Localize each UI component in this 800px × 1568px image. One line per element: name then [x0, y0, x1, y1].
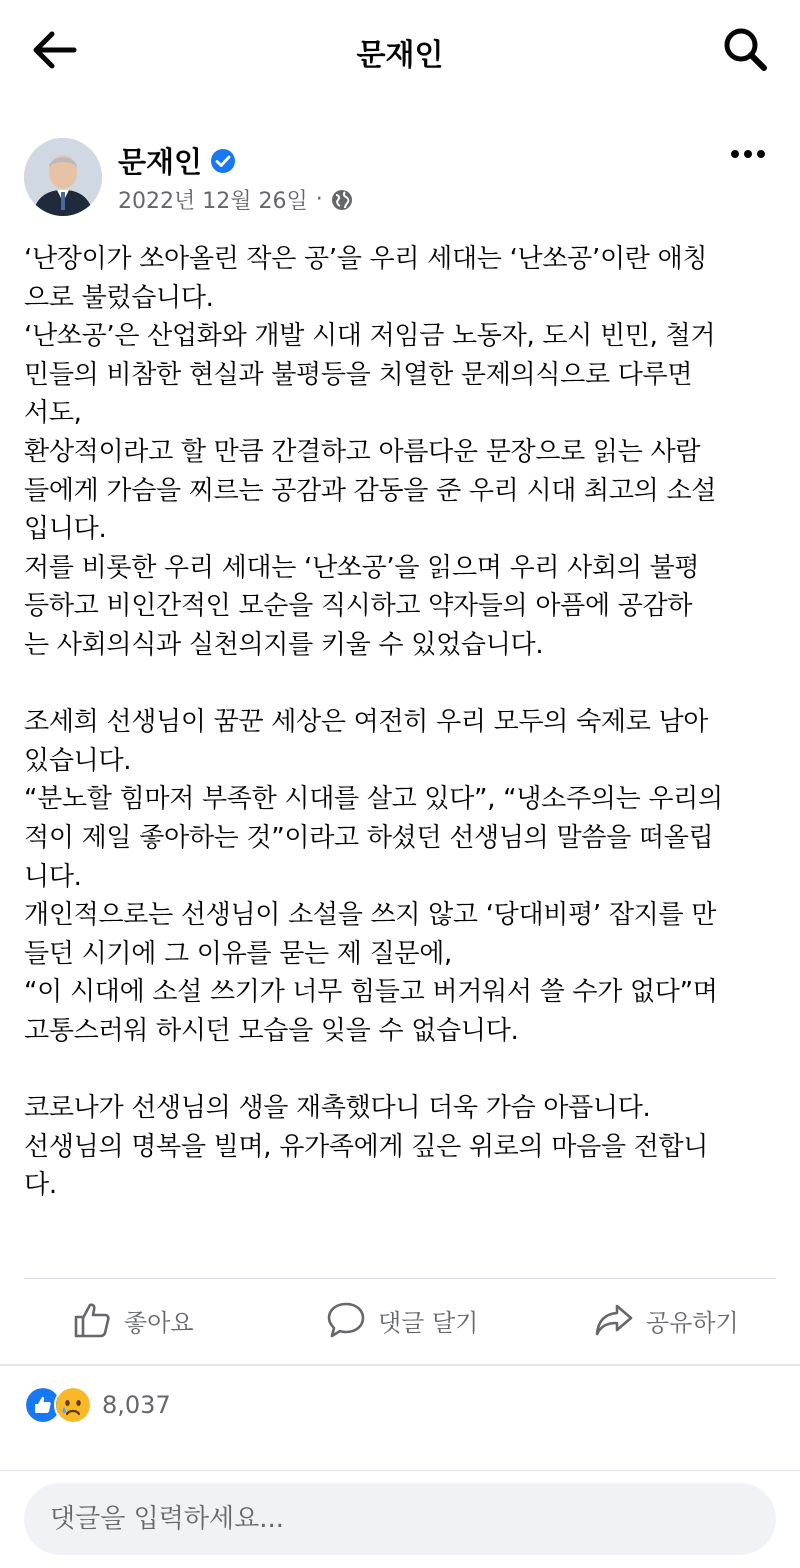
sad-reaction-icon [54, 1386, 92, 1424]
avatar[interactable] [24, 138, 102, 216]
post-paragraph: “이 시대에 소설 쓰기가 너무 힘들고 버거워서 쓸 수가 없다”며 고통스러워 하시던 모습을 잊을 수 없습니다. [24, 977, 718, 1046]
comment-bar [0, 1470, 800, 1568]
search-icon[interactable] [722, 26, 768, 72]
page-title: 문재인 [356, 38, 444, 73]
reaction-count: 8,037 [102, 1391, 171, 1419]
post-paragraph: 저를 비롯한 우리 세대는 ‘난쏘공’을 읽으며 우리 사회의 불평 등하고 비인간적인 모순을 직시하고 약자들의 아픔에 공감하 는 사회의식과 실천의지를 키울 수 있었습니다. [24, 552, 700, 660]
post-paragraph: 코로나가 선생님의 생을 재촉했다니 더욱 가슴 아픕니다. [24, 1093, 651, 1124]
like-label: 좋아요 [124, 1308, 194, 1337]
post-header [0, 110, 800, 220]
action-bar [0, 1280, 800, 1364]
reactions-summary[interactable] [24, 1386, 171, 1424]
thumbs-up-icon [72, 1300, 112, 1340]
author-name[interactable]: 문재인 [118, 145, 203, 179]
more-options-icon[interactable] [730, 148, 766, 160]
post-paragraph: 개인적으로는 선생님이 소설을 쓰지 않고 ‘당대비평’ 잡지를 만 들던 시기에 그 이유를 묻는 제 질문에, [24, 900, 717, 969]
share-arrow-icon [594, 1300, 634, 1340]
globe-icon [331, 189, 353, 211]
verified-badge-icon [210, 148, 236, 174]
share-button[interactable] [594, 1300, 739, 1340]
post-paragraph: ‘난쏘공’은 산업화와 개발 시대 저임금 노동자, 도시 빈민, 철거 민들의 비참한 현실과 불평등을 치열한 문제의식으로 다루면 서도, [24, 321, 716, 429]
comment-bubble-icon [326, 1300, 366, 1340]
like-button[interactable] [72, 1300, 194, 1340]
post-paragraph: 환상적이라고 할 만큼 간결하고 아름다운 문장으로 읽는 사람 들에게 가슴을 찌르는 공감과 감동을 준 우리 시대 최고의 소설 입니다. [24, 436, 717, 545]
post-body [24, 240, 784, 1205]
section-separator [0, 1364, 800, 1366]
comment-button[interactable] [326, 1300, 478, 1340]
paragraph-spacer [24, 1050, 784, 1089]
comment-input[interactable] [24, 1483, 776, 1555]
top-bar [0, 0, 800, 100]
author-name-row [118, 140, 236, 181]
post-paragraph: ‘난장이가 쏘아올린 작은 공’을 우리 세대는 ‘난쏘공’이란 애칭 으로 불렀습니다. [24, 244, 708, 313]
meta-separator: · [315, 187, 323, 212]
comment-label: 댓글 달기 [378, 1308, 479, 1337]
post-date[interactable]: 2022년 12월 26일 [118, 189, 308, 214]
post-paragraph: 조세희 선생님이 꿈꾼 세상은 여전히 우리 모두의 숙제로 남아 있습니다. [24, 707, 709, 776]
paragraph-spacer [24, 665, 784, 704]
share-label: 공유하기 [646, 1308, 739, 1337]
post-paragraph: “분노할 힘마저 부족한 시대를 살고 있다”, “냉소주의는 우리의 적이 제일 좋아하는 것”이라고 하셨던 선생님의 말씀을 떠올립 니다. [24, 784, 723, 892]
divider [24, 1278, 776, 1279]
post-paragraph: 선생님의 명복을 빌며, 유가족에게 깊은 위로의 마음을 전합니 다. [24, 1131, 709, 1201]
post-meta [118, 184, 353, 215]
